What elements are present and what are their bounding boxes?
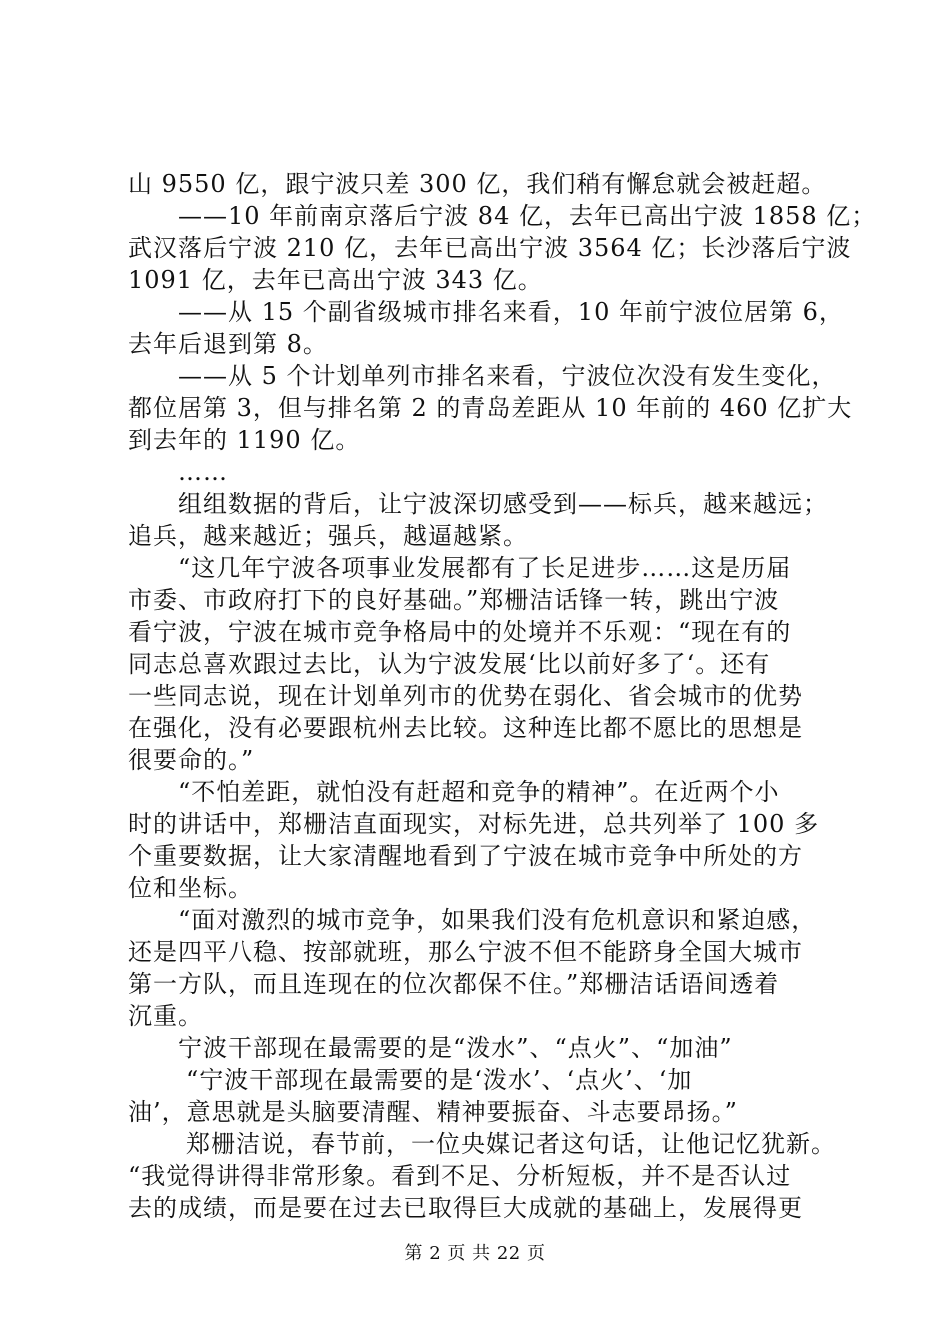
text-line: 武汉落后宁波 210 亿，去年已高出宁波 3564 亿；长沙落后宁波 (128, 234, 852, 262)
text-line: 同志总喜欢跟过去比，认为宁波发展‘比以前好多了‘。还有 (128, 650, 771, 678)
text-line: “面对激烈的城市竞争，如果我们没有危机意识和紧迫感， (178, 906, 817, 934)
text-line: ——从 5 个计划单列市排名来看，宁波位次没有发生变化， (178, 362, 837, 390)
text-line: “宁波干部现在最需要的是‘泼水’、‘点火’、‘加 (186, 1066, 693, 1094)
text-line: 位和坐标。 (128, 874, 253, 902)
text-line: 很要命的。” (128, 746, 255, 774)
text-line: “这几年宁波各项事业发展都有了长足进步……这是历届 (178, 554, 792, 582)
text-line: 宁波干部现在最需要的是“泼水”、“点火”、“加油” (178, 1034, 733, 1062)
text-line: 1091 亿，去年已高出宁波 343 亿。 (128, 266, 543, 294)
text-line: 都位居第 3，但与排名第 2 的青岛差距从 10 年前的 460 亿扩大 (128, 394, 853, 422)
body-text (128, 168, 877, 1224)
text-line: 还是四平八稳、按部就班，那么宁波不但不能跻身全国大城市 (128, 938, 803, 966)
text-line: 油’，意思就是头脑要清醒、精神要振奋、斗志要昂扬。” (128, 1098, 738, 1126)
text-line: 在强化，没有必要跟杭州去比较。这种连比都不愿比的思想是 (128, 714, 803, 742)
text-line: 一些同志说，现在计划单列市的优势在弱化、省会城市的优势 (128, 682, 803, 710)
text-line: 个重要数据，让大家清醒地看到了宁波在城市竞争中所处的方 (128, 842, 803, 870)
text-line: 看宁波，宁波在城市竞争格局中的处境并不乐观：“现在有的 (128, 618, 792, 646)
text-line: 山 9550 亿，跟宁波只差 300 亿，我们稍有懈怠就会被赶超。 (128, 170, 827, 198)
page-footer: 第 2 页 共 22 页 (404, 1243, 546, 1264)
text-line: “不怕差距，就怕没有赶超和竞争的精神”。在近两个小 (178, 778, 780, 806)
text-line: 第一方队，而且连现在的位次都保不住。”郑栅洁话语间透着 (128, 970, 780, 998)
text-line: 组组数据的背后，让宁波深切感受到——标兵，越来越远； (178, 490, 828, 518)
text-line: 沉重。 (128, 1002, 203, 1030)
text-line: 去年后退到第 8。 (128, 330, 328, 358)
text-line: 追兵，越来越近；强兵，越逼越紧。 (128, 522, 528, 550)
text-line: …… (178, 458, 228, 486)
text-line: 时的讲话中，郑栅洁直面现实，对标先进，总共列举了 100 多 (128, 810, 820, 838)
text-line: 去的成绩，而是要在过去已取得巨大成就的基础上，发展得更 (128, 1194, 803, 1222)
text-line: ——10 年前南京落后宁波 84 亿，去年已高出宁波 1858 亿； (178, 202, 877, 230)
text-line: 到去年的 1190 亿。 (128, 426, 361, 454)
text-line: “我觉得讲得非常形象。看到不足、分析短板，并不是否认过 (128, 1162, 792, 1190)
text-line: 市委、市政府打下的良好基础。”郑栅洁话锋一转，跳出宁波 (128, 586, 780, 614)
text-line: 郑栅洁说，春节前，一位央媒记者这句话，让他记忆犹新。 (186, 1130, 836, 1158)
text-line: ——从 15 个副省级城市排名来看，10 年前宁波位居第 6， (178, 298, 844, 326)
